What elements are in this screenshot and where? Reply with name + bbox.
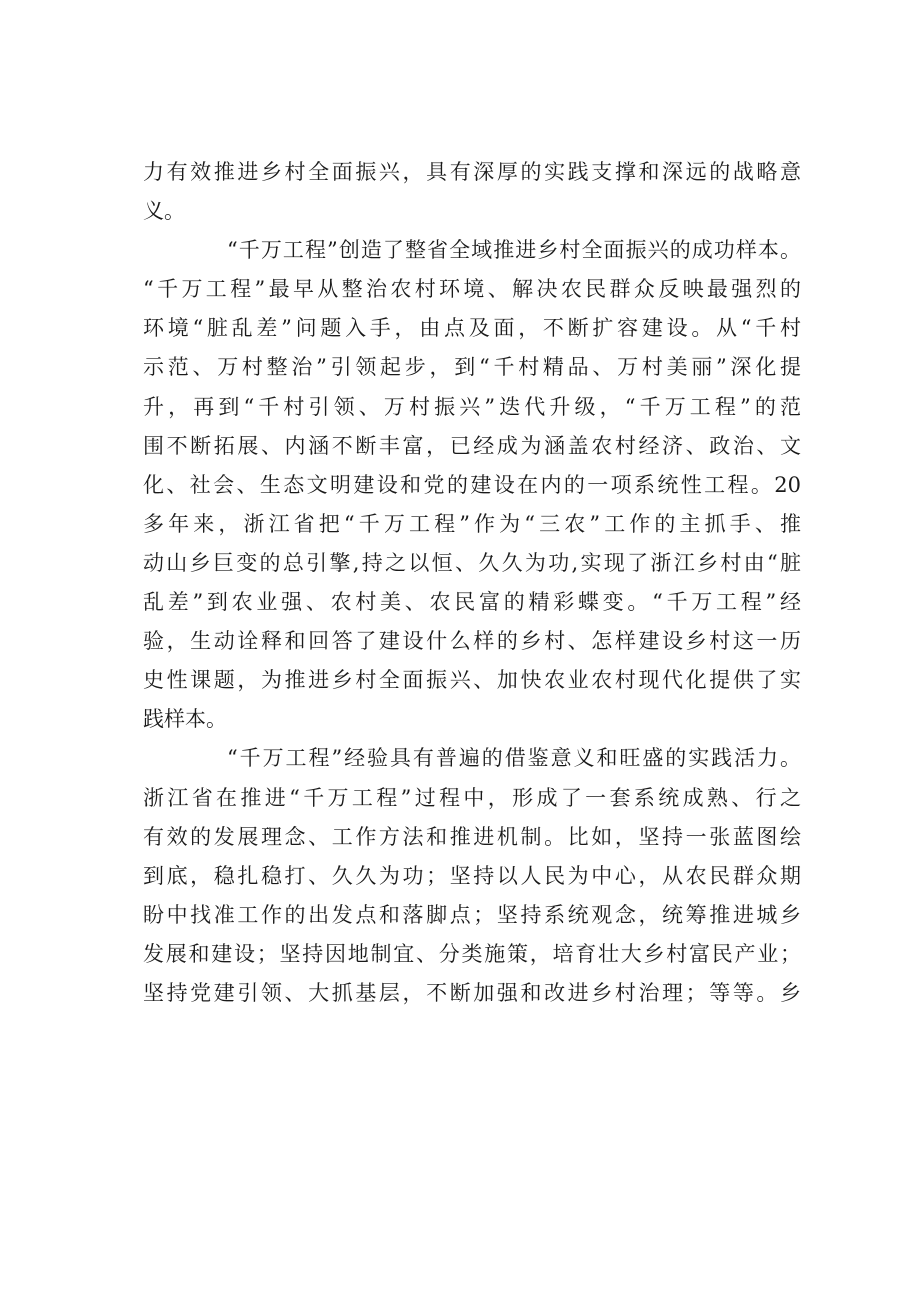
text-line: “千万工程”经验具有普遍的借鉴意义和旺盛的实践活力。 [227,746,801,771]
text-line: 环境“脏乱差”问题入手，由点及面，不断扩容建设。从“千村 [143,316,801,341]
text-line: 到底，稳扎稳打、久久为功；坚持以人民为中心，从农民群众期 [143,863,801,888]
text-line: 验，生动诠释和回答了建设什么样的乡村、怎样建设乡村这一历 [143,629,801,654]
text-line: 多年来，浙江省把“千万工程”作为“三农”工作的主抓手、推 [143,511,801,536]
text-line: 动山乡巨变的总引擎,持之以恒、久久为功,实现了浙江乡村由“脏 [143,550,801,575]
text-line: 围不断拓展、内涵不断丰富，已经成为涵盖农村经济、政治、文 [143,433,801,458]
text-line: 化、社会、生态文明建设和党的建设在内的一项系统性工程。20 [143,472,801,497]
text-line: 示范、万村整治”引领起步，到“千村精品、万村美丽”深化提 [143,355,801,380]
text-line: 力有效推进乡村全面振兴，具有深厚的实践支撑和深远的战略意 [143,160,801,184]
text-line: “千万工程”创造了整省全域推进乡村全面振兴的成功样本。 [227,238,801,263]
text-line: 史性课题，为推进乡村全面振兴、加快农业农村现代化提供了实 [143,668,801,693]
text-line: 升，再到“千村引领、万村振兴”迭代升级，“千万工程”的范 [143,394,801,419]
text-line: 义。 [143,199,185,224]
text-line: 发展和建设；坚持因地制宜、分类施策，培育壮大乡村富民产业； [143,941,801,966]
body-text [143,153,801,1013]
text-line: 浙江省在推进“千万工程”过程中，形成了一套系统成熟、行之 [143,785,801,810]
text-line: 乱差”到农业强、农村美、农民富的精彩蝶变。“千万工程”经 [143,590,801,615]
text-line: “千万工程”最早从整治农村环境、解决农民群众反映最强烈的 [143,277,801,302]
text-line: 有效的发展理念、工作方法和推进机制。比如，坚持一张蓝图绘 [143,824,801,849]
text-line: 践样本。 [143,707,227,732]
text-line: 盼中找准工作的出发点和落脚点；坚持系统观念，统筹推进城乡 [143,902,801,927]
text-line: 坚持党建引领、大抓基层，不断加强和改进乡村治理；等等。乡 [143,980,801,1005]
